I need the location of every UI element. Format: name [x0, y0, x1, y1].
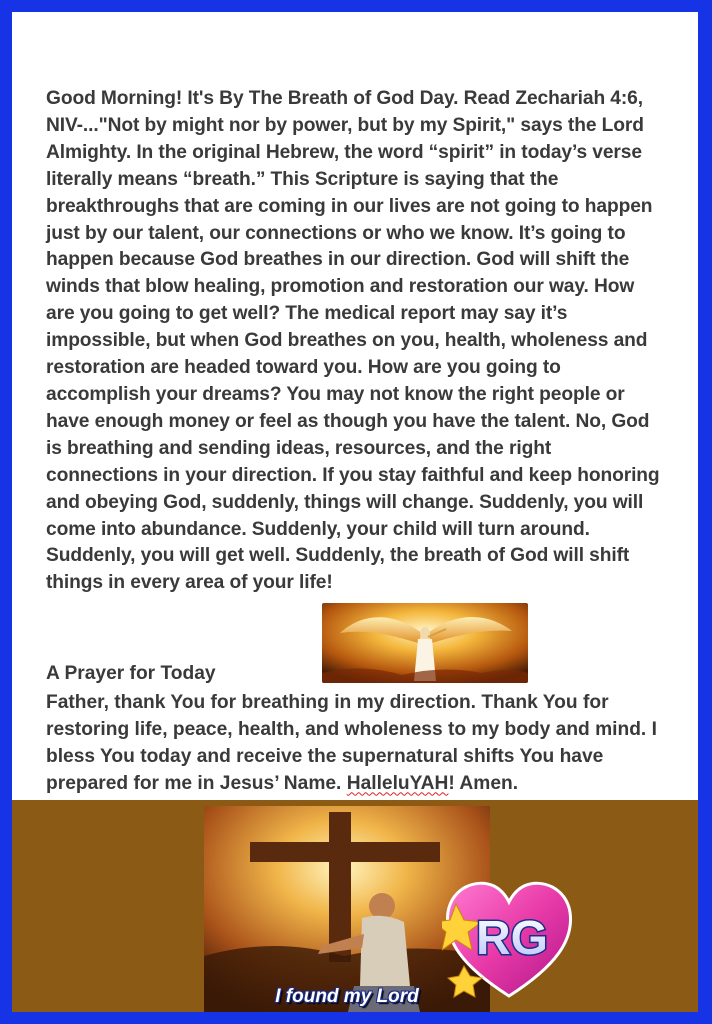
rg-logo-text: RG: [476, 912, 548, 965]
prayer-text-main: Father, thank You for breathing in my direction. Thank You for restoring life, peace, health, and wholeness to my body and mind. I bless You today and receive the supernatural shifts You have prepared for me in Jesus’ Name.: [46, 692, 657, 794]
angel-trumpet-image: [322, 603, 528, 683]
rg-heart-logo: [442, 874, 576, 1002]
halleluyah-word: HalleluYAH: [346, 772, 449, 794]
picture-caption: I found my Lord: [275, 986, 419, 1007]
prayer-text-end: ! Amen.: [448, 772, 519, 794]
prayer-heading: A Prayer for Today: [46, 663, 216, 684]
prayer-text: [46, 690, 666, 798]
devotional-body: Good Morning! It's By The Breath of God Day. Read Zechariah 4:6, NIV-..."Not by might nor by power, but by my Spirit," says the Lord Almighty. In the original Hebrew, the word “spirit” in today’s verse literally means “breath.” This Scripture is saying that the breakthroughs that are coming in our lives are not going to happen just by our talent, our connections or who we know. It’s going to happen because God breathes in our direction. God will shift the winds that blow healing, promotion and restoration our way. How are you going to get well? The medical report may say it’s impossible, but when God breathes on you, health, wholeness and restoration are headed toward you. How are you going to accomplish your dreams? You may not know the right people or have enough money or feel as though you have the talent. No, God is breathing and sending ideas, resources, and the right connections in your direction. If you stay faithful and keep honoring and obeying God, suddenly, things will change. Suddenly, you will come into abundance. Suddenly, your child will turn around. Suddenly, you will get well. Suddenly, the breath of God will shift things in every area of your life!: [46, 88, 660, 594]
